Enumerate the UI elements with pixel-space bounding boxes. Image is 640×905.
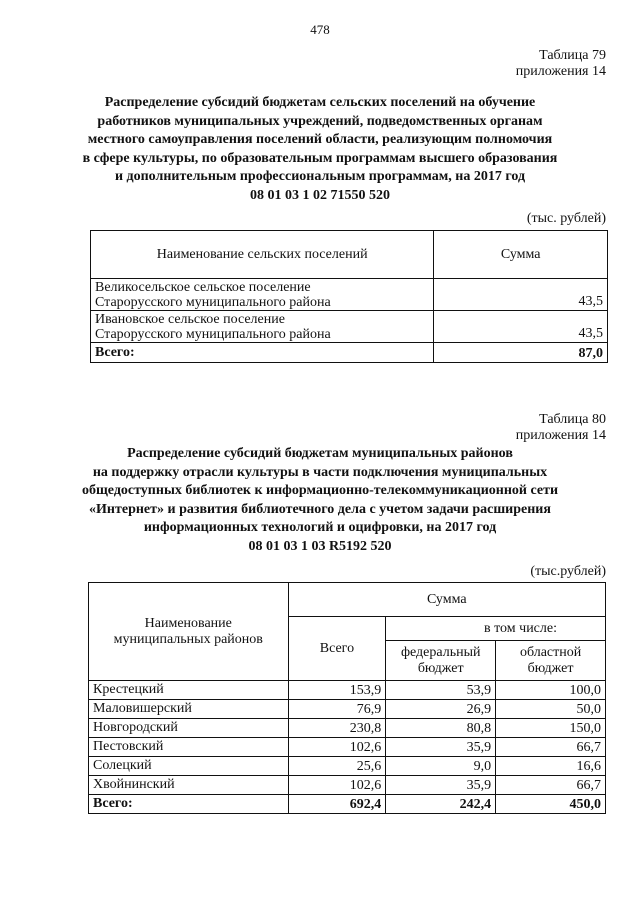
table-total-row — [89, 795, 606, 814]
header-regional — [496, 641, 606, 681]
header-federal-line1: федеральный — [400, 644, 481, 660]
table79-ref-line1: Таблица 79 — [539, 48, 606, 63]
table-row — [89, 700, 606, 719]
title-line: информационных технологий и оцифровки, на 2017 год — [143, 520, 497, 536]
regional-cell: 100,0 — [496, 681, 606, 700]
table80-unit: (тыс.рублей) — [530, 564, 606, 579]
table-row — [91, 311, 608, 343]
settlement-name-line1: Ивановское сельское поселение — [95, 312, 285, 327]
sum-cell: 43,5 — [434, 311, 608, 343]
table80-title — [80, 445, 560, 557]
table79-ref-line2: приложения 14 — [515, 64, 606, 79]
title-line: на поддержку отрасли культуры в части подключения муниципальных — [92, 464, 548, 480]
header-sum: Сумма — [434, 231, 608, 279]
regional-cell: 50,0 — [496, 700, 606, 719]
table80-reference — [516, 412, 606, 444]
grand-total-federal: 242,4 — [386, 795, 496, 814]
title-line: местного самоуправления поселений области, реализующим полномочия — [87, 132, 553, 148]
settlement-name-line2: Старорусского муниципального района — [95, 295, 331, 310]
federal-cell: 35,9 — [386, 776, 496, 795]
table80 — [88, 582, 606, 814]
total-cell: 230,8 — [288, 719, 386, 738]
settlement-name-cell — [91, 311, 434, 343]
table-row — [89, 719, 606, 738]
title-line: в сфере культуры, по образовательным программам высшего образования — [82, 150, 558, 166]
header-district-line2: муниципальных районов — [113, 631, 263, 647]
title-line: Распределение субсидий бюджетам сельских поселений на обучение — [104, 95, 536, 110]
grand-total-label: Всего: — [89, 795, 289, 814]
federal-cell: 80,8 — [386, 719, 496, 738]
table-row — [89, 776, 606, 795]
table-header-row — [91, 231, 608, 279]
title-line: работников муниципальных учреждений, подведомственных органам — [97, 113, 543, 129]
title-line: Распределение субсидий бюджетам муниципальных районов — [127, 446, 513, 461]
district-name: Новгородский — [89, 719, 289, 738]
federal-cell: 26,9 — [386, 700, 496, 719]
table-row — [89, 738, 606, 757]
table79-unit: (тыс. рублей) — [526, 211, 606, 226]
grand-total-cell: 692,4 — [288, 795, 386, 814]
federal-cell: 53,9 — [386, 681, 496, 700]
regional-cell: 150,0 — [496, 719, 606, 738]
district-name: Крестецкий — [89, 681, 289, 700]
sum-cell: 43,5 — [434, 279, 608, 311]
total-cell: 153,9 — [288, 681, 386, 700]
title-line: и дополнительным профессиональным программам, на 2017 год — [114, 169, 526, 185]
table-header-row — [89, 583, 606, 617]
total-label: Всего: — [91, 343, 434, 363]
table-row — [89, 681, 606, 700]
regional-cell: 66,7 — [496, 776, 606, 795]
table80-ref-line2: приложения 14 — [515, 428, 606, 443]
title-line: общедоступных библиотек к информационно-телекоммуникационной сети — [81, 483, 559, 499]
page-number: 478 — [310, 22, 330, 37]
header-including: в том числе: — [386, 617, 606, 641]
table80-ref-line1: Таблица 80 — [539, 412, 606, 427]
header-sum: Сумма — [288, 583, 605, 617]
header-district-line1: Наименование — [144, 615, 232, 631]
district-name: Пестовский — [89, 738, 289, 757]
district-name: Хвойнинский — [89, 776, 289, 795]
federal-cell: 35,9 — [386, 738, 496, 757]
table79 — [90, 230, 608, 363]
header-regional-line1: областной — [519, 644, 582, 660]
settlement-name-line1: Великосельское сельское поселение — [95, 280, 311, 295]
district-name: Солецкий — [89, 757, 289, 776]
table-row — [91, 279, 608, 311]
table-row — [89, 757, 606, 776]
header-regional-line2: бюджет — [527, 660, 574, 676]
header-federal — [386, 641, 496, 681]
header-federal-line2: бюджет — [417, 660, 464, 676]
grand-total-regional: 450,0 — [496, 795, 606, 814]
total-cell: 102,6 — [288, 776, 386, 795]
total-cell: 25,6 — [288, 757, 386, 776]
header-district-name — [89, 583, 289, 681]
title-line: 08 01 03 1 02 71550 520 — [250, 187, 390, 203]
title-line: 08 01 03 1 03 R5192 520 — [248, 538, 392, 554]
table79-title — [80, 94, 560, 206]
settlement-name-cell — [91, 279, 434, 311]
regional-cell: 16,6 — [496, 757, 606, 776]
total-cell: 102,6 — [288, 738, 386, 757]
federal-cell: 9,0 — [386, 757, 496, 776]
district-name: Маловишерский — [89, 700, 289, 719]
title-line: «Интернет» и развития библиотечного дела с учетом задачи расширения — [89, 501, 551, 517]
total-cell: 76,9 — [288, 700, 386, 719]
header-total: Всего — [288, 617, 386, 681]
header-settlement-name: Наименование сельских поселений — [91, 231, 434, 279]
table-total-row — [91, 343, 608, 363]
total-sum: 87,0 — [434, 343, 608, 363]
table79-reference — [516, 48, 606, 80]
settlement-name-line2: Старорусского муниципального района — [95, 327, 331, 342]
regional-cell: 66,7 — [496, 738, 606, 757]
